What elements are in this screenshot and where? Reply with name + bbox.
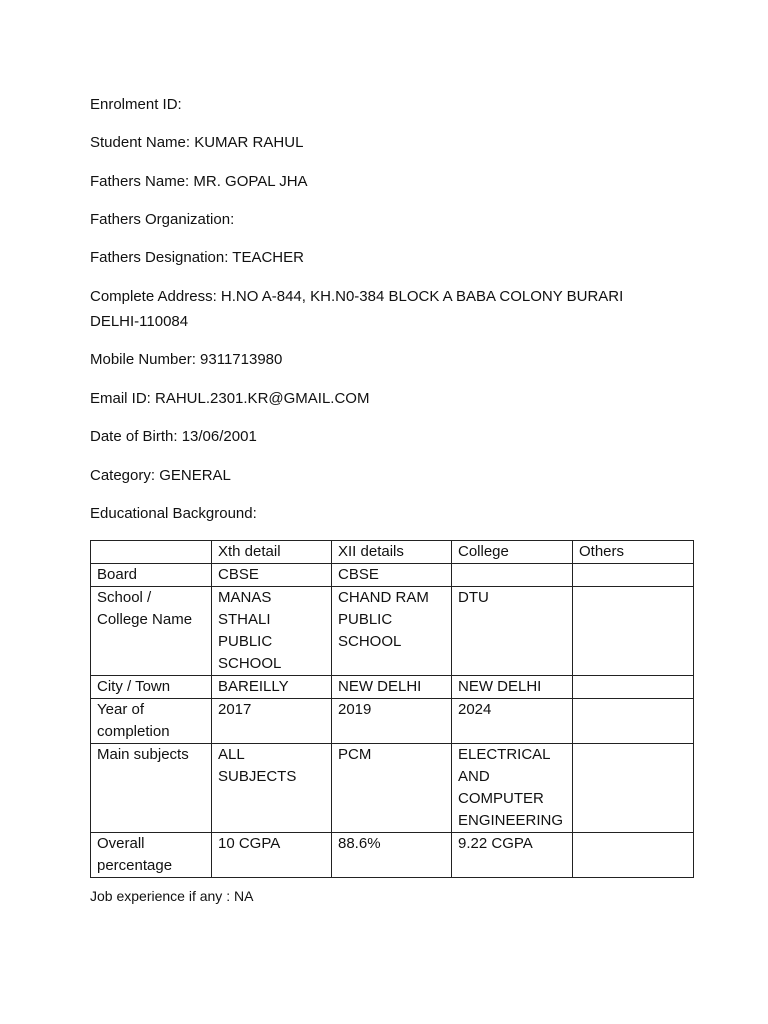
row-label-cell: Year of completion — [91, 699, 212, 744]
table-row — [91, 564, 694, 587]
table-cell — [573, 676, 694, 699]
address-line-1: Complete Address: H.NO A-844, KH.N0-384 BLOCK A BABA COLONY BURARI — [90, 288, 624, 305]
enrolment-id-field: Enrolment ID: — [90, 96, 182, 113]
table-row — [91, 699, 694, 744]
education-table — [90, 540, 694, 878]
table-cell: BAREILLY — [212, 676, 332, 699]
date-of-birth-field: Date of Birth: 13/06/2001 — [90, 428, 257, 445]
student-name-field: Student Name: KUMAR RAHUL — [90, 134, 304, 151]
table-cell: PCM — [332, 744, 452, 833]
table-cell: NEW DELHI — [452, 676, 573, 699]
table-cell: NEW DELHI — [332, 676, 452, 699]
table-cell: 88.6% — [332, 833, 452, 878]
row-label-cell: Board — [91, 564, 212, 587]
header-cell: College — [452, 541, 573, 564]
row-label-cell: School / College Name — [91, 587, 212, 676]
table-cell: MANAS STHALI PUBLIC SCHOOL — [212, 587, 332, 676]
table-cell — [573, 833, 694, 878]
header-cell — [91, 541, 212, 564]
table-row — [91, 744, 694, 833]
table-row — [91, 587, 694, 676]
table-cell — [573, 699, 694, 744]
table-cell: 2017 — [212, 699, 332, 744]
table-cell: CHAND RAM PUBLIC SCHOOL — [332, 587, 452, 676]
table-row — [91, 676, 694, 699]
table-cell: 2019 — [332, 699, 452, 744]
table-cell — [573, 564, 694, 587]
row-label-cell: Overall percentage — [91, 833, 212, 878]
table-cell — [452, 564, 573, 587]
fathers-organization-field: Fathers Organization: — [90, 211, 235, 228]
header-cell: Others — [573, 541, 694, 564]
job-experience-note: Job experience if any : NA — [90, 888, 254, 904]
table-cell: CBSE — [332, 564, 452, 587]
table-cell: 10 CGPA — [212, 833, 332, 878]
row-label-cell: City / Town — [91, 676, 212, 699]
header-cell: Xth detail — [212, 541, 332, 564]
table-cell: 2024 — [452, 699, 573, 744]
fathers-name-field: Fathers Name: MR. GOPAL JHA — [90, 173, 308, 190]
mobile-number-field: Mobile Number: 9311713980 — [90, 351, 283, 368]
category-field: Category: GENERAL — [90, 467, 231, 484]
header-cell: XII details — [332, 541, 452, 564]
fathers-designation-field: Fathers Designation: TEACHER — [90, 249, 304, 266]
table-cell — [573, 744, 694, 833]
table-cell: CBSE — [212, 564, 332, 587]
row-label-cell: Main subjects — [91, 744, 212, 833]
table-header-row — [91, 541, 694, 564]
table-cell: 9.22 CGPA — [452, 833, 573, 878]
educational-background-heading: Educational Background: — [90, 505, 257, 522]
email-id-field: Email ID: RAHUL.2301.KR@GMAIL.COM — [90, 390, 370, 407]
table-cell — [573, 587, 694, 676]
table-cell: ELECTRICAL AND COMPUTER ENGINEERING — [452, 744, 573, 833]
table-row — [91, 833, 694, 878]
address-line-2: DELHI-110084 — [90, 313, 189, 330]
table-cell: DTU — [452, 587, 573, 676]
table-cell: ALL SUBJECTS — [212, 744, 332, 833]
